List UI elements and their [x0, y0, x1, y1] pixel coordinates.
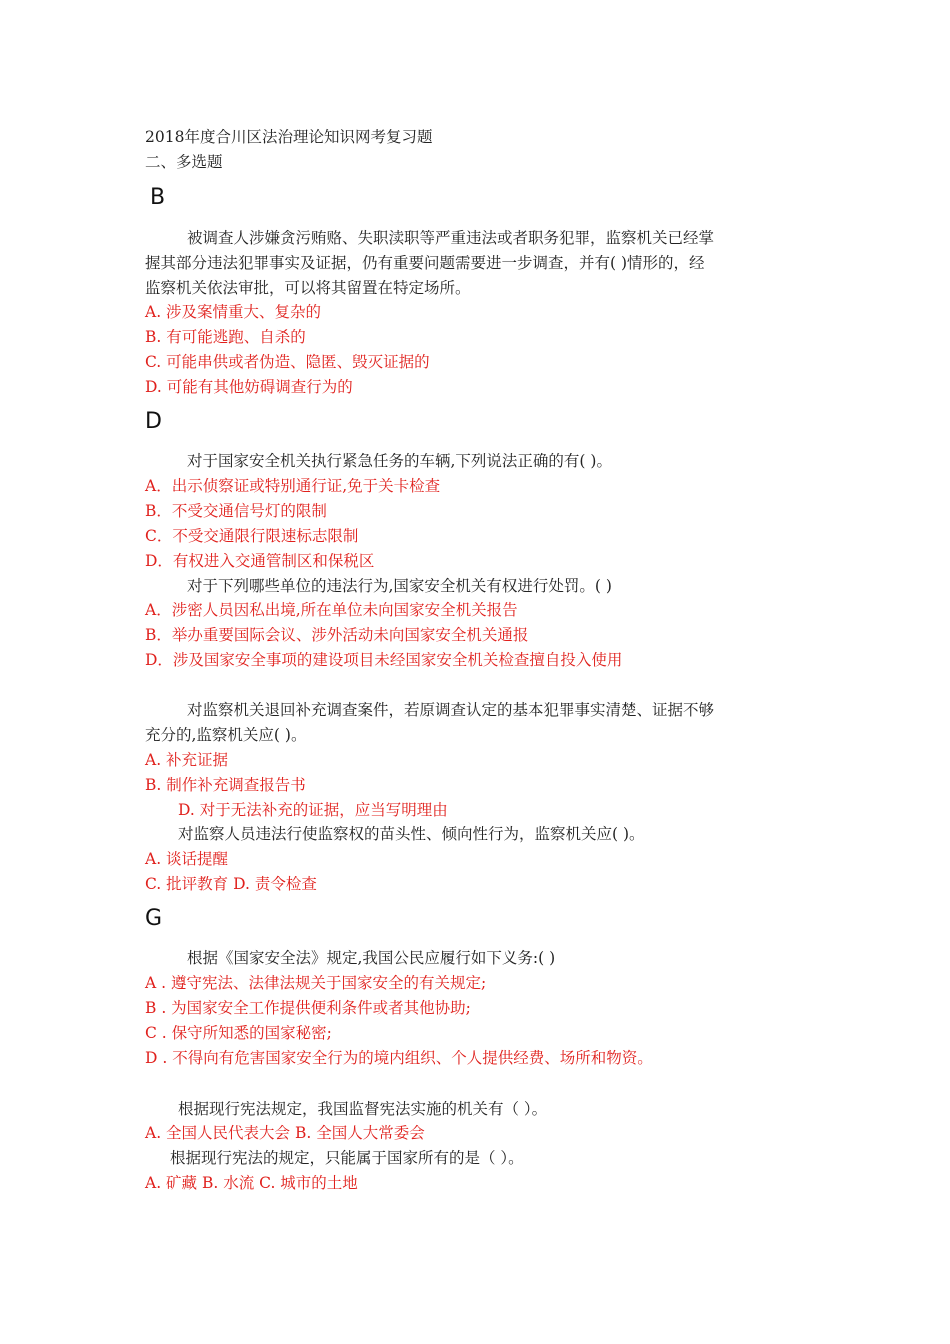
question-stem-line: 握其部分违法犯罪事实及证据，仍有重要问题需要进一步调查，并有( )情形的，经 — [145, 254, 705, 272]
section-letter-d: D — [145, 409, 162, 434]
answer-option: A. 全国人民代表大会 B. 全国人大常委会 — [145, 1124, 425, 1142]
question-stem: 对于下列哪些单位的违法行为,国家安全机关有权进行处罚。( ) — [187, 577, 612, 595]
answer-option: D．有权进入交通管制区和保税区 — [145, 552, 375, 570]
section-letter-b: B — [150, 185, 166, 210]
answer-option: A. 补充证据 — [145, 751, 229, 769]
answer-option: A . 遵守宪法、法律法规关于国家安全的有关规定; — [145, 974, 487, 992]
document-title: 2018年度合川区法治理论知识网考复习题 — [145, 128, 433, 146]
question-stem-line: 对监察机关退回补充调查案件，若原调查认定的基本犯罪事实清楚、证据不够 — [187, 701, 715, 719]
question-stem-line: 监察机关依法审批，可以将其留置在特定场所。 — [145, 279, 471, 297]
answer-option: D．涉及国家安全事项的建设项目未经国家安全机关检查擅自投入使用 — [145, 651, 623, 669]
answer-option: D. 对于无法补充的证据，应当写明理由 — [178, 801, 448, 819]
answer-option: A. 涉及案情重大、复杂的 — [145, 303, 322, 321]
answer-option: C．不受交通限行限速标志限制 — [145, 527, 359, 545]
answer-option: C. 可能串供或者伪造、隐匿、毁灭证据的 — [145, 353, 430, 371]
answer-option: A. 矿藏 B. 水流 C. 城市的土地 — [145, 1174, 358, 1192]
question-stem: 根据现行宪法规定，我国监督宪法实施的机关有（ ）。 — [178, 1100, 548, 1118]
section-heading: 二、多选题 — [145, 153, 223, 171]
answer-option: B. 制作补充调查报告书 — [145, 776, 306, 794]
question-stem: 根据现行宪法的规定，只能属于国家所有的是（ ）。 — [170, 1149, 524, 1167]
answer-option: A. 谈话提醒 — [145, 850, 229, 868]
answer-option: C . 保守所知悉的国家秘密; — [145, 1024, 332, 1042]
question-stem-line: 被调查人涉嫌贪污贿赂、失职渎职等严重违法或者职务犯罪，监察机关已经掌 — [187, 229, 715, 247]
answer-option: C. 批评教育 D. 责令检查 — [145, 875, 317, 893]
answer-option: B . 为国家安全工作提供便利条件或者其他协助; — [145, 999, 471, 1017]
section-letter-g: G — [145, 906, 163, 931]
question-stem: 对监察人员违法行使监察权的苗头性、倾向性行为，监察机关应( )。 — [178, 825, 645, 843]
question-stem-line: 充分的,监察机关应( )。 — [145, 726, 307, 744]
answer-option: A．出示侦察证或特别通行证,免于关卡检查 — [145, 477, 441, 495]
answer-option: B．不受交通信号灯的限制 — [145, 502, 327, 520]
answer-option: D. 可能有其他妨碍调查行为的 — [145, 378, 353, 396]
question-stem: 根据《国家安全法》规定,我国公民应履行如下义务:( ) — [187, 949, 556, 967]
answer-option: A．涉密人员因私出境,所在单位未向国家安全机关报告 — [145, 601, 518, 619]
answer-option: D . 不得向有危害国家安全行为的境内组织、个人提供经费、场所和物资。 — [145, 1049, 653, 1067]
answer-option: B．举办重要国际会议、涉外活动未向国家安全机关通报 — [145, 626, 529, 644]
question-stem: 对于国家安全机关执行紧急任务的车辆,下列说法正确的有( )。 — [187, 452, 612, 470]
answer-option: B. 有可能逃跑、自杀的 — [145, 328, 306, 346]
